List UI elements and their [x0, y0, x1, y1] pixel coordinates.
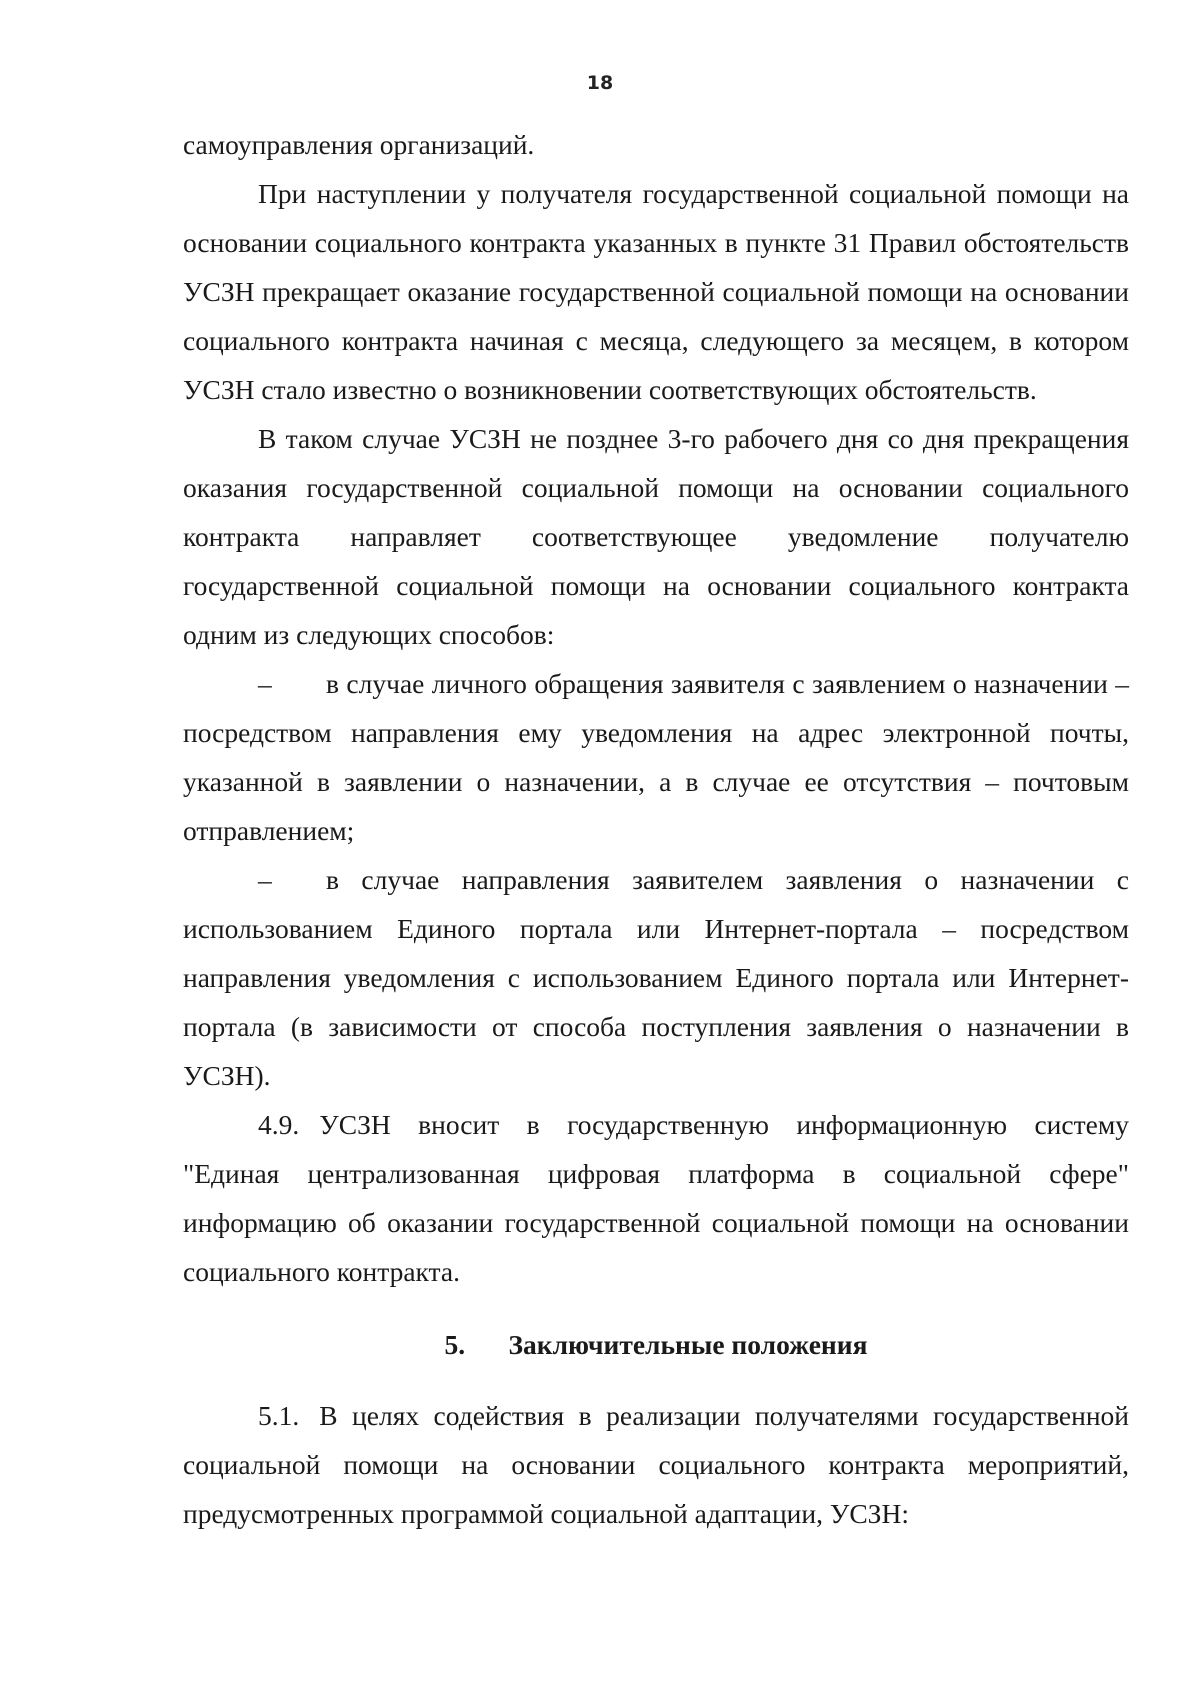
dash-marker: –: [258, 864, 272, 895]
document-body: [183, 120, 1129, 1538]
paragraph-number: 5.1.: [258, 1400, 300, 1431]
paragraph-5-1: [183, 1391, 1129, 1538]
paragraph-number: 4.9.: [258, 1109, 300, 1140]
paragraph-text: УСЗН вносит в государственную информационную систему "Единая централизованная цифровая платформа в социальной сфере" информацию об оказании государственной социальной помощи на основании социального контракта.: [183, 1109, 1129, 1287]
dash-marker: –: [258, 668, 272, 699]
paragraph-4-9: [183, 1100, 1129, 1296]
list-item-portal: [183, 855, 1129, 1100]
section-title: Заключительные положения: [508, 1329, 868, 1360]
paragraph-termination: При наступлении у получателя государственной социальной помощи на основании социального контракта указанных в пункте 31 Правил обстоятельств УСЗН прекращает оказание государственной социальной помощи на основании социального контракта начиная с месяца, следующего за месяцем, в котором УСЗН стало известно о возникновении соответствующих обстоятельств.: [183, 178, 1129, 405]
list-item-text: в случае направления заявителем заявления о назначении с использованием Единого портала или Интернет-портала – посредством направления уведомления с использованием Единого портала или Интернет-портала (в зависимости от способа поступления заявления о назначении в УСЗН).: [183, 864, 1129, 1091]
section-number: 5.: [444, 1329, 466, 1360]
paragraph-notification: В таком случае УСЗН не позднее 3-го рабочего дня со дня прекращения оказания государственной социальной помощи на основании социального контракта направляет соответствующее уведомление получателю государственной социальной помощи на основании социального контракта одним из следующих способов:: [183, 423, 1129, 650]
page-number: 18: [586, 72, 614, 94]
paragraph-text: В целях содействия в реализации получателями государственной социальной помощи на основании социального контракта мероприятий, предусмотренных программой социальной адаптации, УСЗН:: [183, 1400, 1129, 1529]
list-item-personal: [183, 659, 1129, 855]
section-heading: [183, 1320, 1129, 1369]
list-item-text: в случае личного обращения заявителя с заявлением о назначении – посредством направления ему уведомления на адрес электронной почты, указанной в заявлении о назначении, а в случае ее отсутствия – почтовым отправлением;: [183, 668, 1129, 846]
paragraph-continuation: самоуправления организаций.: [183, 129, 535, 160]
